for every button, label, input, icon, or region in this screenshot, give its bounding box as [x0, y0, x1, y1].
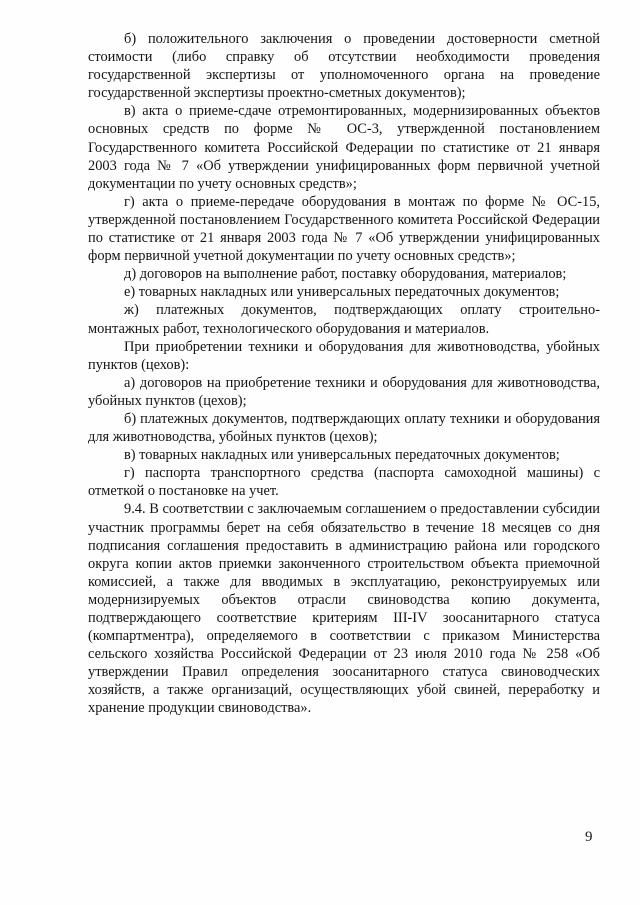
- paragraph-g-vehicle-passport: г) паспорта транспортного средства (паспорта самоходной машины) с отметкой о постановке на учет.: [88, 465, 600, 500]
- paragraph-zh-payments: ж) платежных документов, подтверждающих оплату строительно-монтажных работ, технологического оборудования и материалов.: [88, 302, 600, 337]
- paragraph-e-invoices: е) товарных накладных или универсальных передаточных документов;: [124, 284, 560, 301]
- paragraph-b-payment-docs: б) платежных документов, подтверждающих оплату техники и оборудования для животноводства, убойных пунктов (цехов);: [88, 410, 600, 446]
- page-number: 9: [585, 829, 593, 845]
- document-body: [88, 30, 600, 718]
- paragraph-b-expertise: б) положительного заключения о проведении достоверности сметной стоимости (либо справку об отсутствии необходимости проведения государственной экспертизы от уполномоченного органа на проведение государственной экспертизы проектно-сметных документов);: [88, 31, 600, 102]
- paragraph-a-purchase-contracts: а) договоров на приобретение техники и оборудования для животноводства, убойных пунктов (цехов);: [88, 374, 600, 409]
- paragraph-v-act-os3: в) акта о приеме-сдаче отремонтированных, модернизированных объектов основных средств по форме № ОС-3, утвержденной постановлением Государственного комитета Российской Федерации по статистике от 21 января 2003 года № 7 «Об утверждении унифицированных форм первичной учетной документации по учету основных средств»;: [88, 103, 600, 192]
- paragraph-d-contracts: д) договоров на выполнение работ, поставку оборудования, материалов;: [124, 266, 567, 283]
- paragraph-v-transfer-docs: в) товарных накладных или универсальных передаточных документов;: [124, 447, 560, 464]
- paragraph-equipment-intro: При приобретении техники и оборудования для животноводства, убойных пунктов (цехов):: [88, 338, 600, 373]
- paragraph-9-4-obligation: 9.4. В соответствии с заключаемым соглашением о предоставлении субсидии участник программы берет на себя обязательство в течение 18 месяцев со дня подписания соглашения предоставить в администрацию района или городского округа копии актов приемки законченного строительством объекта приемочной комиссией, а также для вводимых в эксплуатацию, реконструируемых или модернизируемых объектов отрасли свиноводства копию документа, подтверждающего соответствие критериям III-IV зоосанитарного статуса (компартментра), определяемого в соответствии с приказом Министерства сельского хозяйства Российской Федерации от 23 июля 2010 года № 258 «Об утверждении Правил определения зоосанитарного статуса свиноводческих хозяйств, а также организаций, осуществляющих убой свиней, переработку и хранение продукции свиноводства».: [88, 501, 600, 717]
- paragraph-g-act-os15: г) акта о приеме-передаче оборудования в монтаж по форме № ОС-15, утвержденной постановлением Государственного комитета Российской Федерации по статистике от 21 января 2003 года № 7 «Об утверждении унифицированных форм первичной учетной документации по учету основных средств»;: [88, 193, 600, 265]
